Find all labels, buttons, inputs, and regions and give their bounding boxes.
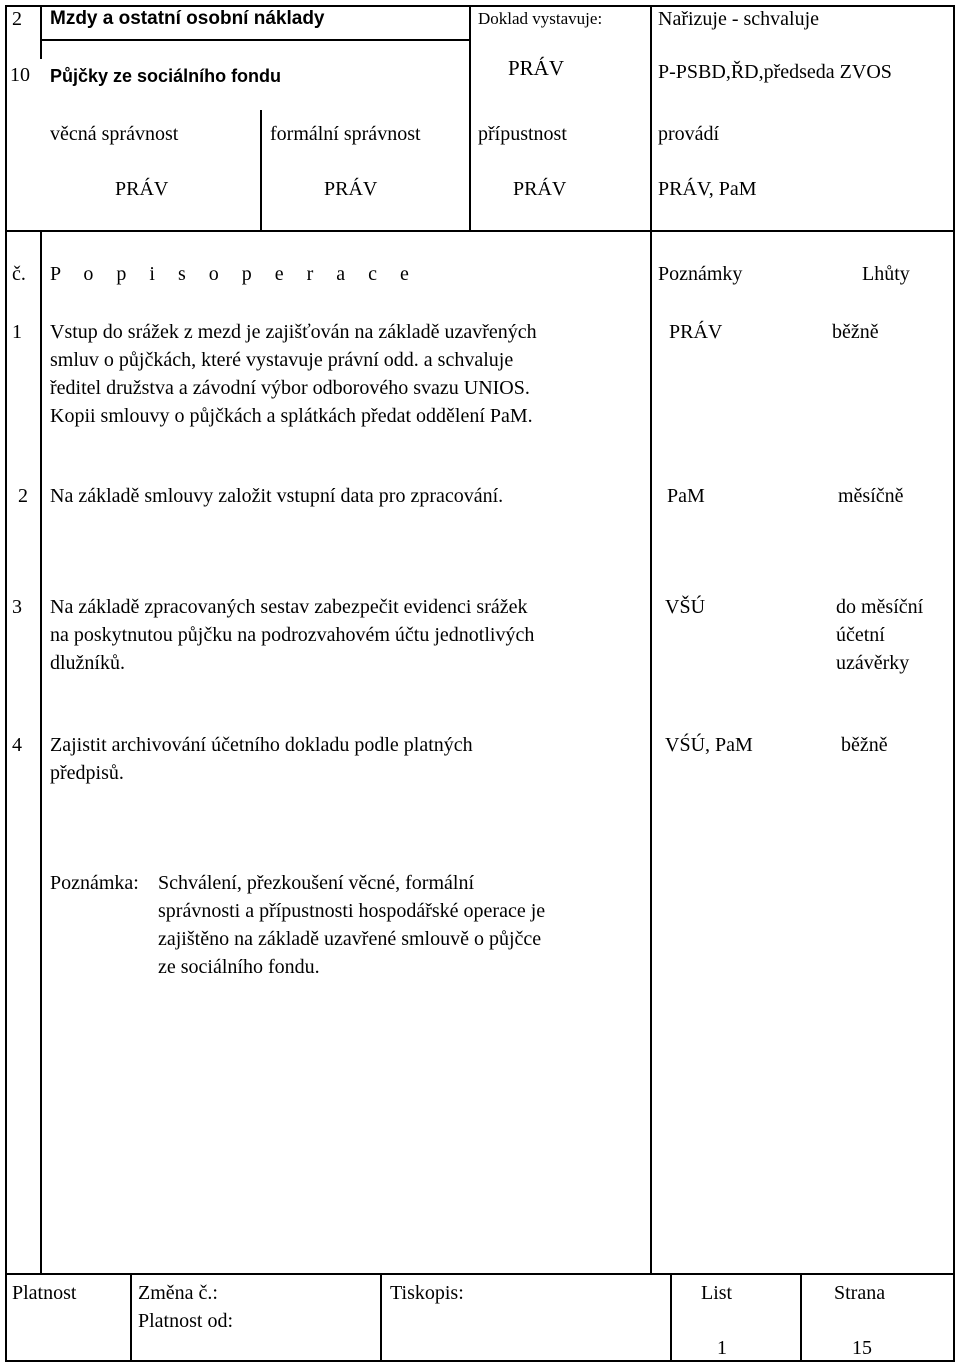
border-left [5,5,7,1362]
description-line: ředitel družstva a závodní výbor odborového svazu UNIOS. [50,377,530,399]
row-note: VŠÚ [665,596,706,618]
issuer-label: Doklad vystavuje: [478,9,603,28]
divider-v [469,5,471,232]
remark-line: zajištěno na základě uzavřené smlouvě o půjčce [158,928,542,950]
row-number: 1 [12,321,22,343]
description-line: smluv o půjčkách, které vystavuje právní odd. a schvaluje [50,349,514,371]
remark-line: Schválení, přezkoušení věcné, formální [158,872,474,894]
divider-v [260,110,262,232]
approve-value: P-PSBD,ŘD,předseda ZVOS [658,61,892,83]
check-label: věcná správnost [50,123,179,145]
subsection-number: 10 [10,64,30,86]
footer-validity: Platnost [12,1282,77,1304]
row-deadline [836,593,923,677]
remark-text [158,869,545,981]
divider-v [650,5,652,232]
row-deadline: měsíčně [838,485,904,507]
check-value: PRÁV [324,178,378,200]
divider-h [5,1273,955,1275]
check-value: PRÁV, PaM [658,178,757,200]
approve-label: Nařizuje - schvaluje [658,8,820,30]
divider-v [130,1275,132,1362]
deadline-line: uzávěrky [836,652,910,674]
description-line: Na základě zpracovaných sestav zabezpečit evidenci srážek [50,596,528,618]
divider-v [380,1275,382,1362]
row-description [50,482,503,510]
row-number: 2 [18,485,28,507]
check-label: formální správnost [270,123,421,145]
description-line: dlužníků. [50,652,125,674]
remark-label: Poznámka: [50,872,139,894]
description-line: Zajistit archivování účetního dokladu podle platných [50,734,473,756]
row-description [50,593,534,677]
column-header-deadline: Lhůty [862,263,910,285]
row-number: 4 [12,734,22,756]
row-number: 3 [12,596,22,618]
section-title: Mzdy a ostatní osobní náklady [50,8,325,29]
row-deadline: běžně [832,321,879,343]
footer-change: Změna č.: [138,1282,218,1304]
column-header-description: P o p i s o p e r a c e [50,263,418,285]
description-line: na poskytnutou půjčku na podrozvahovém účtu jednotlivých [50,624,535,646]
footer-page-value: 15 [852,1337,872,1359]
remark-line: správnosti a přípustnosti hospodářské operace je [158,900,546,922]
divider-h [5,230,955,232]
divider-v [650,232,652,1275]
border-bottom [5,1360,955,1362]
border-top [5,5,955,7]
deadline-line: do měsíční [836,596,924,618]
check-label: přípustnost [478,123,567,145]
remark-line: ze sociálního fondu. [158,956,320,978]
row-note: PRÁV [669,321,723,343]
section-number: 2 [12,8,22,30]
check-value: PRÁV [115,178,169,200]
description-line: Vstup do srážek z mezd je zajišťován na základě uzavřených [50,321,537,343]
check-value: PRÁV [513,178,567,200]
description-line: předpisů. [50,762,124,784]
footer-sheet-label: List [701,1282,733,1304]
row-note: VŚÚ, PaM [665,734,753,756]
issuer-value: PRÁV [508,56,565,80]
description-line: Na základě smlouvy založit vstupní data pro zpracování. [50,485,504,507]
divider-v [40,5,42,59]
divider-h [40,39,469,41]
footer-valid-from: Platnost od: [138,1310,234,1332]
divider-v [670,1275,672,1362]
divider-v [40,232,42,1275]
row-description [50,318,537,430]
divider-v [800,1275,802,1362]
row-deadline: běžně [841,734,888,756]
border-right [953,5,955,1362]
check-label: provádí [658,123,720,145]
column-header-notes: Poznámky [658,263,743,285]
description-line: Kopii smlouvy o půjčkách a splátkách předat oddělení PaM. [50,405,533,427]
footer-page-label: Strana [834,1282,886,1304]
column-header-number: č. [12,263,26,285]
row-description [50,731,473,787]
footer-form: Tiskopis: [390,1282,464,1304]
footer-sheet-value: 1 [717,1337,727,1359]
row-note: PaM [667,485,705,507]
deadline-line: účetní [836,624,885,646]
subsection-title: Půjčky ze sociálního fondu [50,66,282,86]
